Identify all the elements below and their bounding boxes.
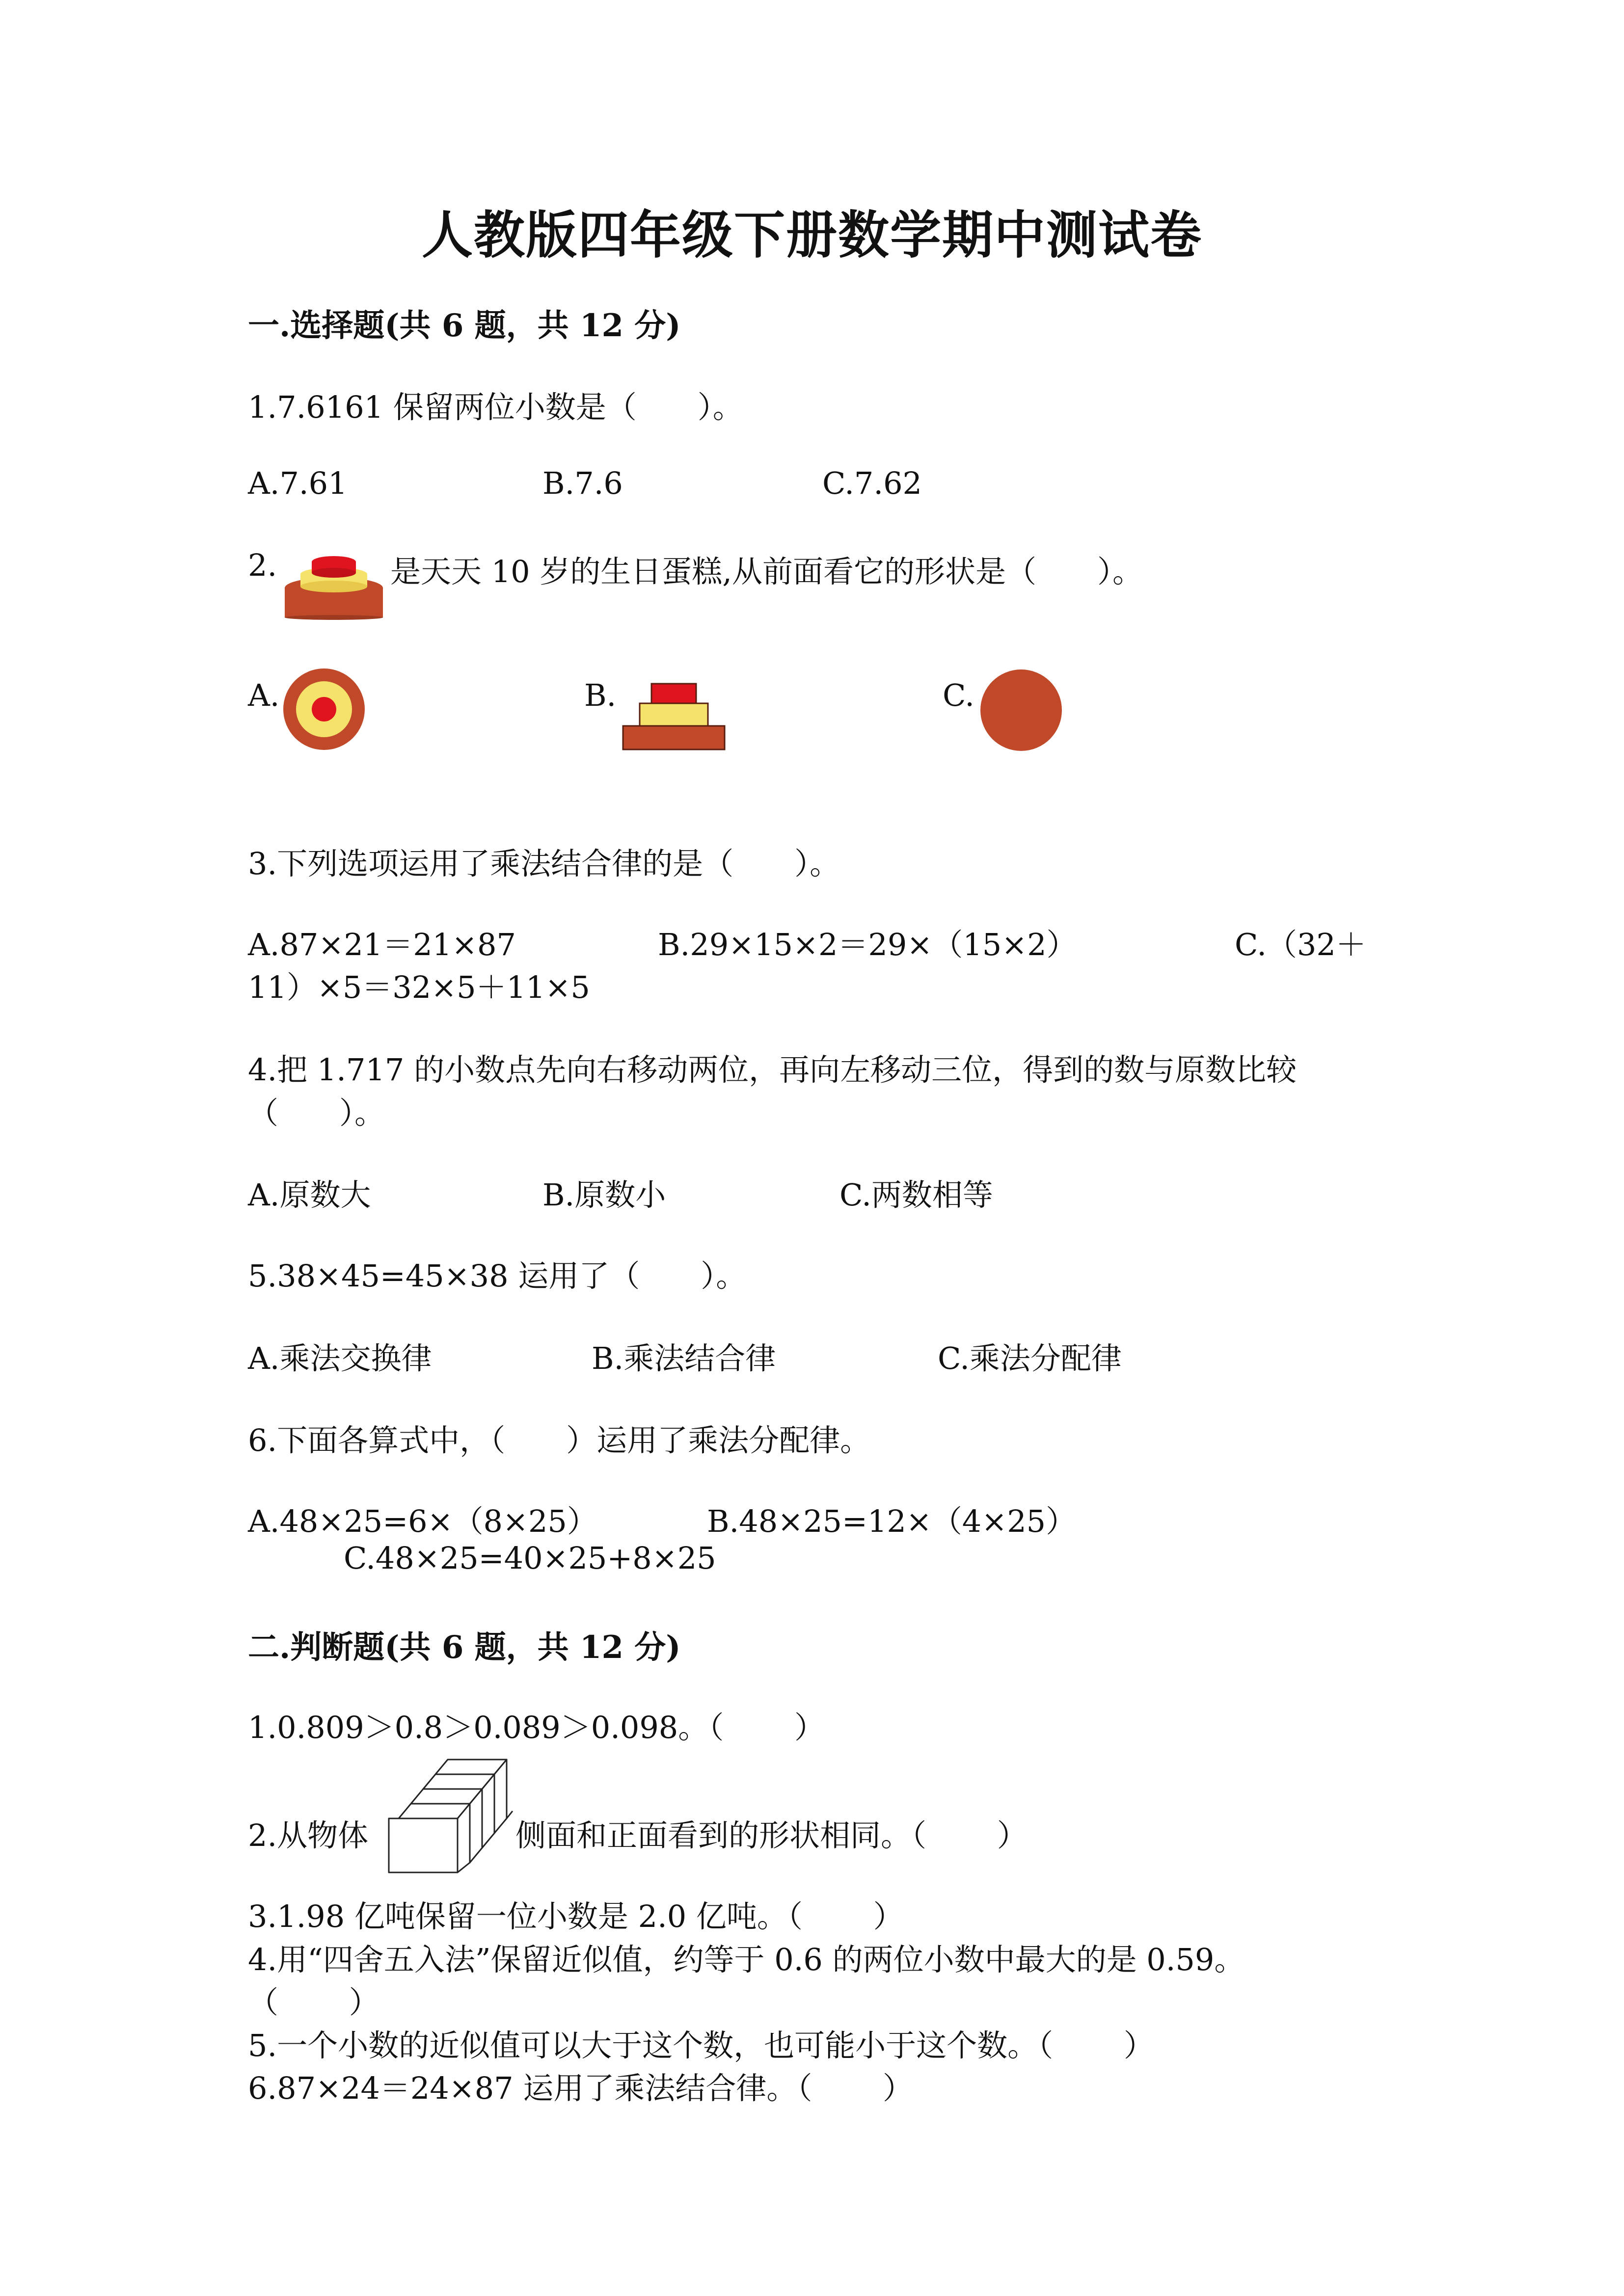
q1-option-c: C.7.62 xyxy=(822,465,922,501)
q3-option-c-cont: 11）×5＝32×5＋11×5 xyxy=(248,969,590,1005)
q4-option-c: C.两数相等 xyxy=(839,1177,993,1213)
q3-option-b: B.29×15×2＝29×（15×2） xyxy=(658,927,1077,962)
q5-option-c: C.乘法分配律 xyxy=(938,1340,1122,1376)
judge-6: 6.87×24＝24×87 运用了乘法结合律。（ ） xyxy=(248,2070,914,2106)
question-1: 1.7.6161 保留两位小数是（ ）。 xyxy=(248,389,743,425)
q2-option-b: B. xyxy=(584,677,617,713)
q2-option-c: C. xyxy=(943,677,974,713)
q5-option-a: A.乘法交换律 xyxy=(248,1340,432,1376)
judge-5: 5.一个小数的近似值可以大于这个数，也可能小于这个数。（ ） xyxy=(248,2028,1154,2063)
question-3: 3.下列选项运用了乘法结合律的是（ ）。 xyxy=(248,846,840,881)
q2-option-a: A. xyxy=(248,677,280,713)
question-6: 6.下面各算式中，（ ）运用了乘法分配律。 xyxy=(248,1422,871,1458)
question-2-number: 2. xyxy=(248,547,277,583)
q4-option-a: A.原数大 xyxy=(248,1177,371,1213)
cube-stack-figure xyxy=(384,1747,516,1875)
question-4: 4.把 1.717 的小数点先向右移动两位，再向左移动三位，得到的数与原数比较 xyxy=(248,1052,1297,1088)
q3-option-a: A.87×21＝21×87 xyxy=(248,927,516,962)
section-heading-judge: 二.判断题(共 6 题，共 12 分) xyxy=(248,1629,681,1666)
cake-front-view-figure xyxy=(621,680,727,751)
q3-option-c: C.（32＋ xyxy=(1235,927,1366,962)
judge-4: 4.用“四舍五入法”保留近似值，约等于 0.6 的两位小数中最大的是 0.59。 xyxy=(248,1942,1245,1977)
q4-option-b: B.原数小 xyxy=(542,1177,666,1213)
page-title: 人教版四年级下册数学期中测试卷 xyxy=(421,205,1202,265)
section-heading-choice: 一.选择题(共 6 题，共 12 分) xyxy=(248,307,681,344)
q6-option-b: B.48×25=12×（4×25） xyxy=(707,1503,1077,1539)
q6-option-c: C.48×25=40×25+8×25 xyxy=(344,1540,716,1576)
q1-option-b: B.7.6 xyxy=(542,465,623,501)
judge-1: 1.0.809＞0.8＞0.089＞0.098。（ ） xyxy=(248,1709,825,1745)
judge-3: 3.1.98 亿吨保留一位小数是 2.0 亿吨。（ ） xyxy=(248,1898,904,1934)
question-5: 5.38×45=45×38 运用了（ ）。 xyxy=(248,1258,747,1294)
judge-2-part1: 2.从物体 xyxy=(248,1817,369,1853)
judge-4-cont: （ ） xyxy=(248,1984,379,2020)
q1-option-a: A.7.61 xyxy=(248,465,348,501)
question-2: 是天天 10 岁的生日蛋糕,从前面看它的形状是（ ）。 xyxy=(390,554,1143,589)
circle-figure xyxy=(979,668,1063,752)
q6-option-a: A.48×25=6×（8×25） xyxy=(248,1503,597,1539)
question-4-cont: （ ）。 xyxy=(248,1095,385,1131)
cake-top-view-figure xyxy=(282,667,366,751)
q5-option-b: B.乘法结合律 xyxy=(592,1340,776,1376)
judge-2-part2: 侧面和正面看到的形状相同。（ ） xyxy=(515,1817,1028,1853)
cake-figure xyxy=(282,545,385,621)
